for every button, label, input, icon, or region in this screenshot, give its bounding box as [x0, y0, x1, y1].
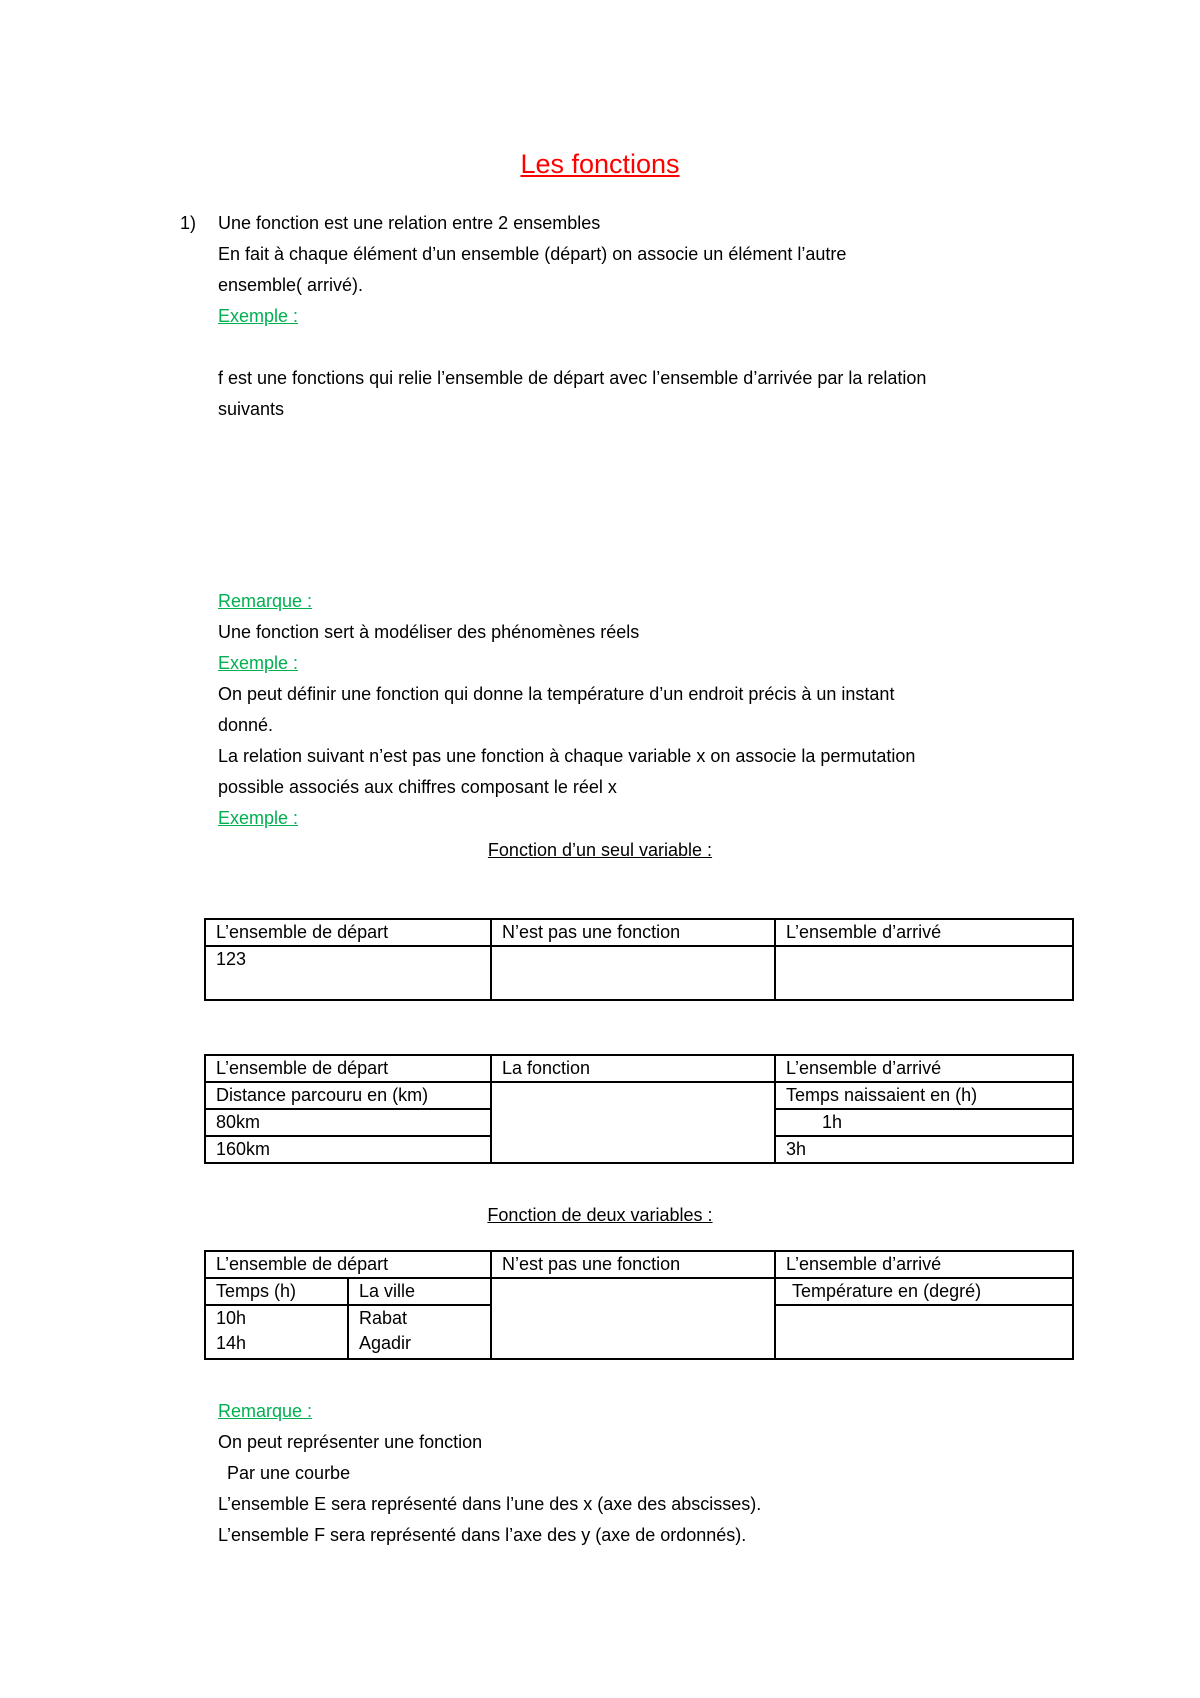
- table-cell: 160km: [205, 1136, 491, 1163]
- table-header: L’ensemble d’arrivé: [775, 1055, 1073, 1082]
- exemple-label: Exemple :: [218, 808, 299, 828]
- cell-line: 14h: [216, 1333, 247, 1353]
- table-header: La fonction: [491, 1055, 775, 1082]
- table-cell: [775, 1305, 1073, 1359]
- text-line: f est une fonctions qui relie l’ensemble de départ avec l’ensemble d’arrivée par la relation: [218, 368, 927, 388]
- text-line: En fait à chaque élément d’un ensemble (départ) on associe un élément l’autre: [218, 244, 847, 264]
- table-row: [205, 919, 1073, 946]
- text-line: La relation suivant n’est pas une fonction à chaque variable x on associe la permutation: [218, 746, 916, 766]
- table-cell: [205, 1305, 348, 1359]
- page-title: Les fonctions: [520, 149, 680, 179]
- cell-line: Agadir: [359, 1333, 412, 1353]
- exemple-label: Exemple :: [218, 306, 299, 326]
- table-cell: Temps naissaient en (h): [775, 1082, 1073, 1109]
- text-line: donné.: [218, 715, 274, 735]
- table-cell: 1h: [775, 1109, 1073, 1136]
- text-line: Une fonction sert à modéliser des phénomènes réels: [218, 622, 640, 642]
- cell-line: Rabat: [359, 1308, 408, 1328]
- table-function: [204, 1054, 1074, 1164]
- table-header: L’ensemble d’arrivé: [775, 1251, 1073, 1278]
- section-remarque: [218, 586, 1068, 834]
- text-line: Une fonction est une relation entre 2 ensembles: [218, 213, 601, 233]
- table-cell: [491, 1278, 775, 1359]
- table-cell: 3h: [775, 1136, 1073, 1163]
- cell-line: 10h: [216, 1308, 247, 1328]
- text-line: L’ensemble F sera représenté dans l’axe des y (axe de ordonnés).: [218, 1525, 747, 1545]
- exemple-label: Exemple :: [218, 653, 299, 673]
- table-header: N’est pas une fonction: [491, 1251, 775, 1278]
- list-number: 1): [180, 213, 197, 233]
- text-line: suivants: [218, 399, 285, 419]
- text-line: On peut représenter une fonction: [218, 1432, 483, 1452]
- table-header: L’ensemble de départ: [205, 919, 491, 946]
- table-cell: [491, 946, 775, 1000]
- table-row: [205, 1278, 1073, 1305]
- table-one-variable: [204, 918, 1074, 1001]
- table-row: [205, 1055, 1073, 1082]
- text-line: On peut définir une fonction qui donne la température d’un endroit précis à un instant: [218, 684, 895, 704]
- table-cell: [491, 1082, 775, 1163]
- table-row: [205, 1251, 1073, 1278]
- text-line: Par une courbe: [227, 1463, 351, 1483]
- table-header: L’ensemble de départ: [205, 1251, 491, 1278]
- table-two-variables: [204, 1250, 1074, 1360]
- section-remarque-courbe: [218, 1396, 1068, 1551]
- table-cell: 80km: [205, 1109, 491, 1136]
- table-row: [205, 1082, 1073, 1109]
- table-cell: [775, 946, 1073, 1000]
- heading-one-variable: Fonction d’un seul variable :: [487, 840, 713, 860]
- table-cell: [348, 1305, 491, 1359]
- table-header: N’est pas une fonction: [491, 919, 775, 946]
- text-line: possible associés aux chiffres composant le réel x: [218, 777, 617, 797]
- table-cell: Distance parcouru en (km): [205, 1082, 491, 1109]
- remarque-label: Remarque :: [218, 591, 313, 611]
- table-cell: La ville: [348, 1278, 491, 1305]
- heading-two-variables: Fonction de deux variables :: [487, 1205, 713, 1225]
- section-definition: [218, 208, 1068, 425]
- table-cell: 123: [205, 946, 491, 1000]
- remarque-label: Remarque :: [218, 1401, 313, 1421]
- text-line: ensemble( arrivé).: [218, 275, 364, 295]
- table-row: [205, 946, 1073, 1000]
- table-cell: Température en (degré): [775, 1278, 1073, 1305]
- text-line: L’ensemble E sera représenté dans l’une des x (axe des abscisses).: [218, 1494, 762, 1514]
- table-header: L’ensemble d’arrivé: [775, 919, 1073, 946]
- table-cell: Temps (h): [205, 1278, 348, 1305]
- table-header: L’ensemble de départ: [205, 1055, 491, 1082]
